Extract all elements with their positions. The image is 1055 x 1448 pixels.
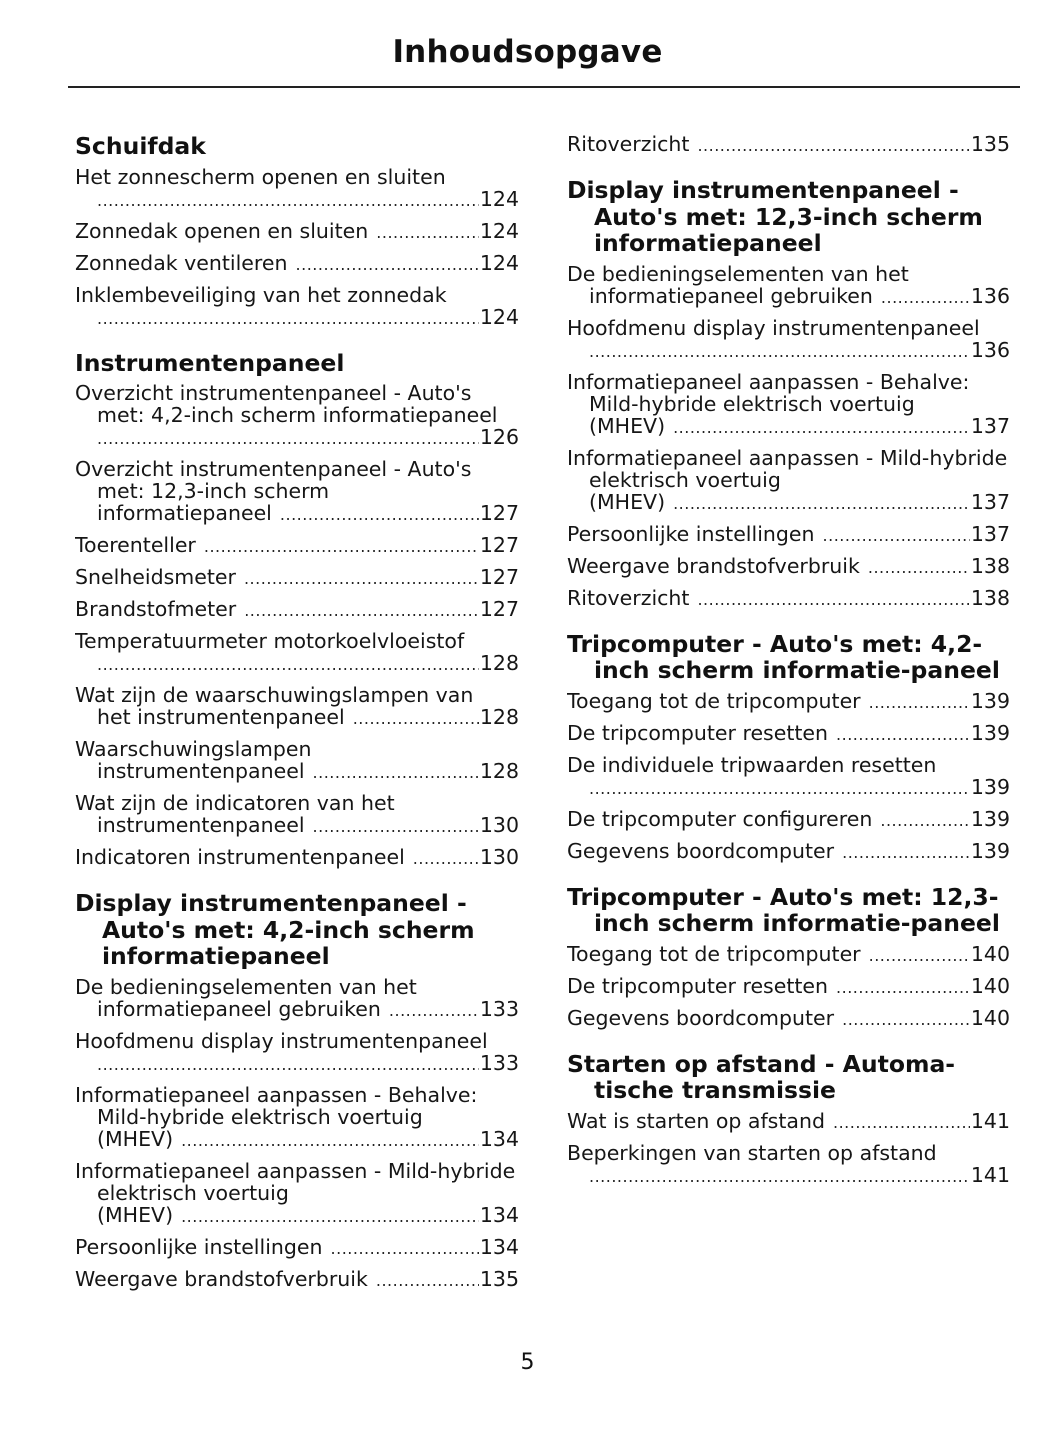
entry-page-line [75, 502, 519, 526]
entry-page-line [75, 306, 519, 330]
entry-title: De bedieningselementen van het [567, 262, 909, 286]
toc-entry[interactable] [567, 587, 1010, 611]
toc-section [567, 631, 1010, 864]
entry-page-line [567, 1110, 1010, 1134]
entry-page-line [75, 814, 519, 838]
toc-entry[interactable] [75, 1236, 519, 1260]
toc-entry[interactable] [567, 1007, 1010, 1031]
dot-leader [836, 977, 970, 999]
entry-page-number: 139 [970, 774, 1010, 799]
dot-leader [244, 600, 479, 622]
entry-page-line [75, 1204, 519, 1228]
entry-title-end: Persoonlijke instellingen [567, 522, 815, 546]
dot-leader [833, 1112, 970, 1134]
header-divider [68, 86, 1020, 88]
entry-title: Informatiepaneel aanpassen - Behalve: Mild-hybride elektrisch voertuig [75, 1083, 478, 1129]
entry-title-end: Gegevens boordcomputer [567, 839, 835, 863]
entry-page-number: 139 [970, 689, 1010, 713]
section-heading: Display instrumentenpaneel - Auto's met: 4,2-inch scherm informatiepaneel [75, 889, 475, 970]
section-heading: Tripcomputer - Auto's met: 4,2-inch scherm informatie-paneel [567, 629, 1000, 684]
toc-entry[interactable] [75, 1084, 519, 1152]
dot-leader [697, 135, 969, 157]
entry-title: Overzicht instrumentenpaneel - Auto's met: 4,2-inch scherm informatiepaneel [75, 382, 498, 427]
toc-entry[interactable] [75, 382, 519, 450]
entry-title-end: informatiepaneel [97, 501, 272, 525]
entry-title: Waarschuwingslampen [75, 738, 312, 761]
dot-leader [97, 654, 479, 676]
entry-title-end: Persoonlijke instellingen [75, 1235, 323, 1259]
entry-page-number: 136 [970, 283, 1010, 308]
entry-page-line [75, 220, 519, 244]
dot-leader [313, 816, 479, 838]
entry-title-end: (MHEV) [97, 1202, 174, 1227]
entry-title: Hoofdmenu display instrumentenpaneel [567, 316, 980, 340]
dot-leader [868, 557, 970, 579]
entry-page-line [567, 808, 1010, 832]
entry-page-number: 140 [970, 1006, 1010, 1030]
toc-entry[interactable] [567, 840, 1010, 864]
dot-leader [413, 848, 479, 870]
dot-leader [280, 504, 479, 526]
entry-page-line [567, 523, 1010, 547]
entry-page-line [567, 722, 1010, 746]
toc-entry[interactable] [75, 534, 519, 558]
toc-entry[interactable] [75, 1160, 519, 1228]
entry-page-number: 127 [479, 566, 519, 589]
toc-section [75, 133, 519, 330]
entry-page-number: 141 [970, 1162, 1010, 1187]
entry-title-end: Ritoverzicht [567, 133, 690, 156]
entry-title-end: het instrumentenpaneel [97, 705, 345, 729]
entry-page-number: 135 [479, 1267, 519, 1291]
entry-title-end: Brandstofmeter [75, 598, 237, 621]
entry-page-line [75, 188, 519, 212]
entry-title-end: informatiepaneel gebruiken [589, 283, 873, 308]
dot-leader [881, 287, 970, 309]
entry-page-number: 138 [970, 554, 1010, 578]
dot-leader [589, 778, 970, 800]
dot-leader [97, 308, 479, 330]
toc-entry[interactable] [75, 1268, 519, 1292]
section-heading: Starten op afstand - Automa-tische transmissie [567, 1049, 956, 1104]
entry-page-number: 130 [479, 846, 519, 869]
entry-page-number: 127 [479, 598, 519, 621]
toc-entry[interactable] [75, 284, 519, 330]
dot-leader [97, 428, 479, 450]
entry-page-number: 134 [479, 1202, 519, 1227]
toc-section [75, 350, 519, 871]
entry-page-line [75, 760, 519, 784]
dot-leader [869, 692, 970, 714]
entry-page-line [567, 975, 1010, 999]
toc-left-column [75, 133, 519, 1312]
entry-title-end: De tripcomputer configureren [567, 807, 873, 831]
entry-title: Informatiepaneel aanpassen - Mild-hybride elektrisch voertuig [567, 446, 1008, 492]
entry-page-number: 128 [479, 705, 519, 729]
entry-page-line [75, 566, 519, 590]
toc-entry[interactable] [75, 458, 519, 526]
entry-title: Inklembeveiliging van het zonnedak [75, 283, 447, 307]
entry-page-line [75, 534, 519, 558]
toc-entry[interactable] [567, 447, 1010, 515]
dot-leader [697, 589, 969, 611]
toc-entry[interactable] [567, 1142, 1010, 1188]
toc-entry[interactable] [75, 630, 519, 676]
dot-leader [313, 762, 479, 784]
dot-leader [823, 525, 970, 547]
toc-right-column [567, 133, 1010, 1208]
entry-page-line [75, 252, 519, 276]
entry-page-number: 134 [479, 1235, 519, 1259]
toc-entry[interactable] [567, 1110, 1010, 1134]
toc-entry[interactable] [567, 808, 1010, 832]
entry-page-number: 141 [970, 1109, 1010, 1133]
entry-page-line [567, 587, 1010, 611]
dot-leader [204, 536, 479, 558]
dot-leader [97, 190, 479, 212]
toc-entry[interactable] [567, 754, 1010, 800]
toc-entry[interactable] [567, 263, 1010, 309]
entry-title: Hoofdmenu display instrumentenpaneel [75, 1029, 488, 1053]
toc-entry[interactable] [75, 792, 519, 838]
entry-page-line [567, 415, 1010, 439]
toc-entry[interactable] [567, 722, 1010, 746]
entry-title-end: Gegevens boordcomputer [567, 1006, 835, 1030]
toc-section [567, 133, 1010, 157]
entry-page-line [75, 598, 519, 622]
toc-entry[interactable] [75, 1030, 519, 1076]
toc-entry[interactable] [75, 738, 519, 784]
entry-title-end: Weergave brandstofverbruik [75, 1267, 368, 1291]
entry-page-number: 139 [970, 807, 1010, 831]
entry-page-line [75, 998, 519, 1022]
dot-leader [296, 254, 479, 276]
entry-title-end: Zonnedak ventileren [75, 251, 288, 275]
dot-leader [836, 724, 970, 746]
toc-entry[interactable] [75, 566, 519, 590]
entry-title-end: (MHEV) [97, 1126, 174, 1151]
entry-page-number: 133 [479, 996, 519, 1021]
toc-section [567, 1051, 1010, 1188]
entry-title-end: Snelheidsmeter [75, 566, 236, 589]
entry-page-line [567, 1007, 1010, 1031]
entry-page-line [567, 943, 1010, 967]
entry-page-number: 126 [479, 425, 519, 449]
dot-leader [181, 1130, 479, 1152]
entry-title-end: Toegang tot de tripcomputer [567, 942, 861, 966]
entry-title: De individuele tripwaarden resetten [567, 753, 937, 777]
entry-title-end: De tripcomputer resetten [567, 974, 829, 998]
entry-title: Het zonnescherm openen en sluiten [75, 165, 446, 189]
section-heading: Tripcomputer - Auto's met: 12,3-inch scherm informatie-paneel [567, 882, 1000, 937]
entry-page-number: 130 [479, 813, 519, 837]
entry-page-line [567, 1164, 1010, 1188]
entry-title-end: informatiepaneel gebruiken [97, 996, 381, 1021]
toc-section [567, 177, 1010, 611]
entry-page-number: 135 [970, 133, 1010, 156]
dot-leader [589, 341, 970, 363]
entry-page-line [75, 706, 519, 730]
entry-page-number: 133 [479, 1050, 519, 1075]
entry-title-end: Zonnedak openen en sluiten [75, 219, 369, 243]
toc-entry[interactable] [75, 684, 519, 730]
entry-page-line [75, 1268, 519, 1292]
toc-entry[interactable] [75, 846, 519, 870]
entry-page-number: 137 [970, 489, 1010, 514]
entry-page-number: 139 [970, 839, 1010, 863]
toc-section [567, 884, 1010, 1031]
entry-title-end: Wat is starten op afstand [567, 1109, 825, 1133]
entry-page-line [567, 339, 1010, 363]
dot-leader [842, 1009, 970, 1031]
entry-page-number: 124 [479, 186, 519, 211]
entry-page-number: 128 [479, 651, 519, 675]
entry-page-number: 128 [479, 759, 519, 783]
entry-page-number: 136 [970, 337, 1010, 362]
entry-page-number: 137 [970, 522, 1010, 546]
entry-title: De bedieningselementen van het [75, 975, 417, 999]
entry-page-number: 124 [479, 219, 519, 243]
page-title: Inhoudsopgave [392, 34, 663, 70]
dot-leader [673, 417, 970, 439]
entry-page-line [567, 491, 1010, 515]
toc-entry[interactable] [567, 133, 1010, 157]
entry-page-line [567, 690, 1010, 714]
dot-leader [376, 1270, 479, 1292]
toc-entry[interactable] [75, 252, 519, 276]
section-heading: Display instrumentenpaneel - Auto's met: 12,3-inch scherm informatiepaneel [567, 176, 983, 257]
entry-title: Beperkingen van starten op afstand [567, 1141, 937, 1165]
entry-title-end: (MHEV) [589, 413, 666, 438]
entry-title-end: instrumentenpaneel [97, 759, 305, 783]
toc-entry[interactable] [567, 371, 1010, 439]
toc-entry[interactable] [567, 975, 1010, 999]
entry-page-number: 127 [479, 534, 519, 557]
entry-title-end: Weergave brandstofverbruik [567, 554, 860, 578]
entry-page-line [75, 846, 519, 870]
entry-page-line [567, 776, 1010, 800]
entry-page-number: 124 [479, 304, 519, 329]
entry-title-end: Ritoverzicht [567, 586, 690, 610]
toc-section [75, 890, 519, 1292]
toc-entry[interactable] [75, 220, 519, 244]
dot-leader [869, 945, 970, 967]
entry-page-line [75, 1052, 519, 1076]
entry-title-end: Indicatoren instrumentenpaneel [75, 846, 405, 869]
dot-leader [589, 1166, 970, 1188]
entry-page-line [567, 285, 1010, 309]
entry-page-number: 138 [970, 586, 1010, 610]
toc-entry[interactable] [567, 943, 1010, 967]
dot-leader [842, 842, 970, 864]
entry-page-number: 140 [970, 942, 1010, 966]
entry-page-line [567, 133, 1010, 157]
dot-leader [353, 708, 479, 730]
toc-entry[interactable] [75, 598, 519, 622]
toc-entry[interactable] [75, 976, 519, 1022]
toc-entry[interactable] [75, 166, 519, 212]
entry-title: Wat zijn de waarschuwingslampen van [75, 684, 474, 707]
entry-title-end: (MHEV) [589, 489, 666, 514]
dot-leader [376, 222, 479, 244]
entry-page-line [75, 426, 519, 450]
entry-title: Informatiepaneel aanpassen - Behalve: Mild-hybride elektrisch voertuig [567, 370, 970, 416]
entry-title: Overzicht instrumentenpaneel - Auto's met: 12,3-inch scherm [75, 458, 472, 503]
entry-page-number: 137 [970, 413, 1010, 438]
dot-leader [389, 1000, 479, 1022]
entry-page-line [75, 1236, 519, 1260]
entry-title-end: De tripcomputer resetten [567, 721, 829, 745]
toc-entry[interactable] [567, 523, 1010, 547]
entry-page-number: 140 [970, 974, 1010, 998]
page-number: 5 [520, 1350, 535, 1375]
section-heading: Instrumentenpaneel [75, 348, 345, 377]
entry-title: Temperatuurmeter motorkoelvloeistof [75, 630, 465, 653]
dot-leader [673, 493, 970, 515]
toc-entry[interactable] [567, 317, 1010, 363]
entry-page-number: 134 [479, 1126, 519, 1151]
entry-page-line [567, 840, 1010, 864]
entry-page-line [75, 652, 519, 676]
entry-page-number: 124 [479, 251, 519, 275]
entry-page-line [75, 1128, 519, 1152]
toc-entry[interactable] [567, 690, 1010, 714]
entry-title: Informatiepaneel aanpassen - Mild-hybride elektrisch voertuig [75, 1159, 516, 1205]
entry-page-number: 127 [479, 501, 519, 525]
entry-title-end: instrumentenpaneel [97, 813, 305, 837]
toc-entry[interactable] [567, 555, 1010, 579]
entry-page-line [567, 555, 1010, 579]
entry-title-end: Toegang tot de tripcomputer [567, 689, 861, 713]
entry-title: Wat zijn de indicatoren van het [75, 792, 395, 815]
dot-leader [97, 1054, 479, 1076]
section-heading: Schuifdak [75, 132, 206, 160]
dot-leader [880, 810, 969, 832]
dot-leader [331, 1238, 479, 1260]
entry-page-number: 139 [970, 721, 1010, 745]
entry-title-end: Toerenteller [75, 534, 196, 557]
dot-leader [181, 1206, 479, 1228]
dot-leader [244, 568, 479, 590]
